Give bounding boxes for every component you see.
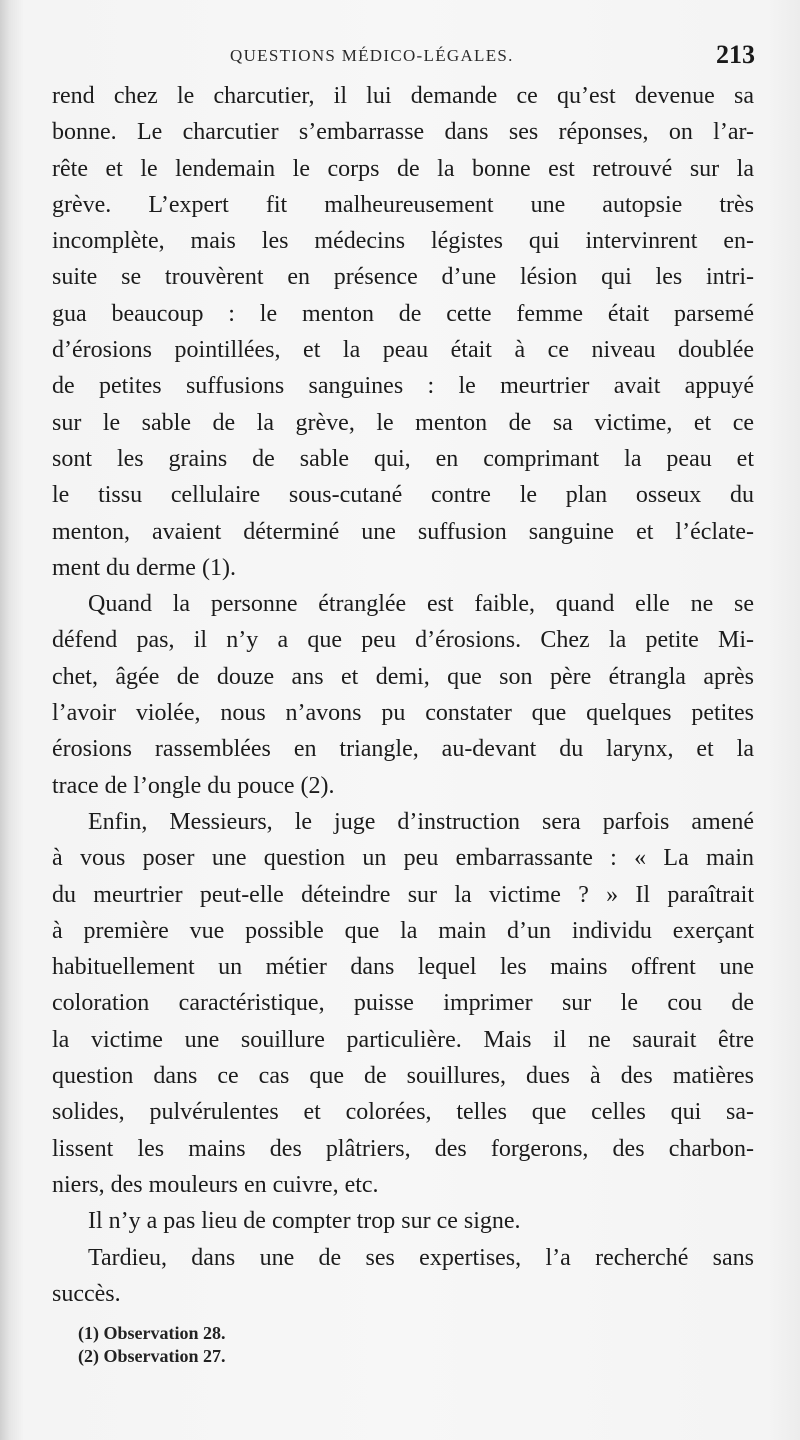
text-line: de petites suffusions sanguines : le meurtrier avait appuyé xyxy=(52,373,754,400)
footnote: (2) Observation 27. xyxy=(78,1346,226,1366)
text-line: lissent les mains des plâtriers, des forgerons, des charbon- xyxy=(52,1135,754,1162)
text-line: Tardieu, dans une de ses expertises, l’a recherché sans xyxy=(88,1244,754,1271)
text-line: rend chez le charcutier, il lui demande ce qu’est devenue sa xyxy=(52,83,754,109)
page-header xyxy=(230,40,755,72)
text-line: sur le sable de la grève, le menton de sa victime, et ce xyxy=(52,409,754,436)
text-line: érosions rassemblées en triangle, au-devant du larynx, et la xyxy=(52,736,754,763)
text-line: solides, pulvérulentes et colorées, telles que celles qui sa- xyxy=(52,1099,754,1126)
text-line: menton, avaient déterminé une suffusion sanguine et l’éclate- xyxy=(52,518,754,545)
text-line: sont les grains de sable qui, en comprimant la peau et xyxy=(52,445,754,472)
text-line: à première vue possible que la main d’un individu exerçant xyxy=(52,917,754,944)
text-line: l’avoir violée, nous n’avons pu constater que quelques petites xyxy=(52,700,754,727)
text-line: bonne. Le charcutier s’embarrasse dans ses réponses, on l’ar- xyxy=(52,119,754,146)
text-line: Quand la personne étranglée est faible, quand elle ne se xyxy=(88,591,754,618)
text-line: à vous poser une question un peu embarrassante : « La main xyxy=(52,845,754,872)
text-line: trace de l’ongle du pouce (2). xyxy=(52,772,335,799)
text-line: question dans ce cas que de souillures, dues à des matières xyxy=(52,1063,754,1090)
text-line: d’érosions pointillées, et la peau était à ce niveau doublée xyxy=(52,337,754,364)
text-line: succès. xyxy=(52,1280,121,1307)
page-number: 213 xyxy=(716,40,755,69)
text-line: le tissu cellulaire sous-cutané contre le plan osseux du xyxy=(52,482,754,509)
text-line: gua beaucoup : le menton de cette femme était parsemé xyxy=(52,300,754,327)
text-line: défend pas, il n’y a que peu d’érosions. Chez la petite Mi- xyxy=(52,627,754,654)
body-text xyxy=(52,78,754,1312)
footnote: (1) Observation 28. xyxy=(78,1323,226,1343)
footnotes xyxy=(78,1322,378,1368)
text-line: suite se trouvèrent en présence d’une lésion qui les intri- xyxy=(52,264,754,291)
text-line: la victime une souillure particulière. Mais il ne saurait être xyxy=(52,1026,754,1053)
text-line: coloration caractéristique, puisse imprimer sur le cou de xyxy=(52,990,754,1017)
running-title: QUESTIONS MÉDICO-LÉGALES. xyxy=(230,46,514,65)
text-line: Il n’y a pas lieu de compter trop sur ce signe. xyxy=(88,1208,521,1235)
text-line: habituellement un métier dans lequel les mains offrent une xyxy=(52,954,754,981)
text-line: rête et le lendemain le corps de la bonne est retrouvé sur la xyxy=(52,155,754,182)
text-line: du meurtrier peut-elle déteindre sur la victime ? » Il paraîtrait xyxy=(52,881,754,908)
text-line: ment du derme (1). xyxy=(52,554,236,581)
text-line: niers, des mouleurs en cuivre, etc. xyxy=(52,1171,379,1198)
text-line: grève. L’expert fit malheureusement une autopsie très xyxy=(52,191,754,218)
text-line: chet, âgée de douze ans et demi, que son père étrangla après xyxy=(52,663,754,690)
text-line: Enfin, Messieurs, le juge d’instruction sera parfois amené xyxy=(88,808,754,835)
text-line: incomplète, mais les médecins légistes qui intervinrent en- xyxy=(52,228,754,255)
